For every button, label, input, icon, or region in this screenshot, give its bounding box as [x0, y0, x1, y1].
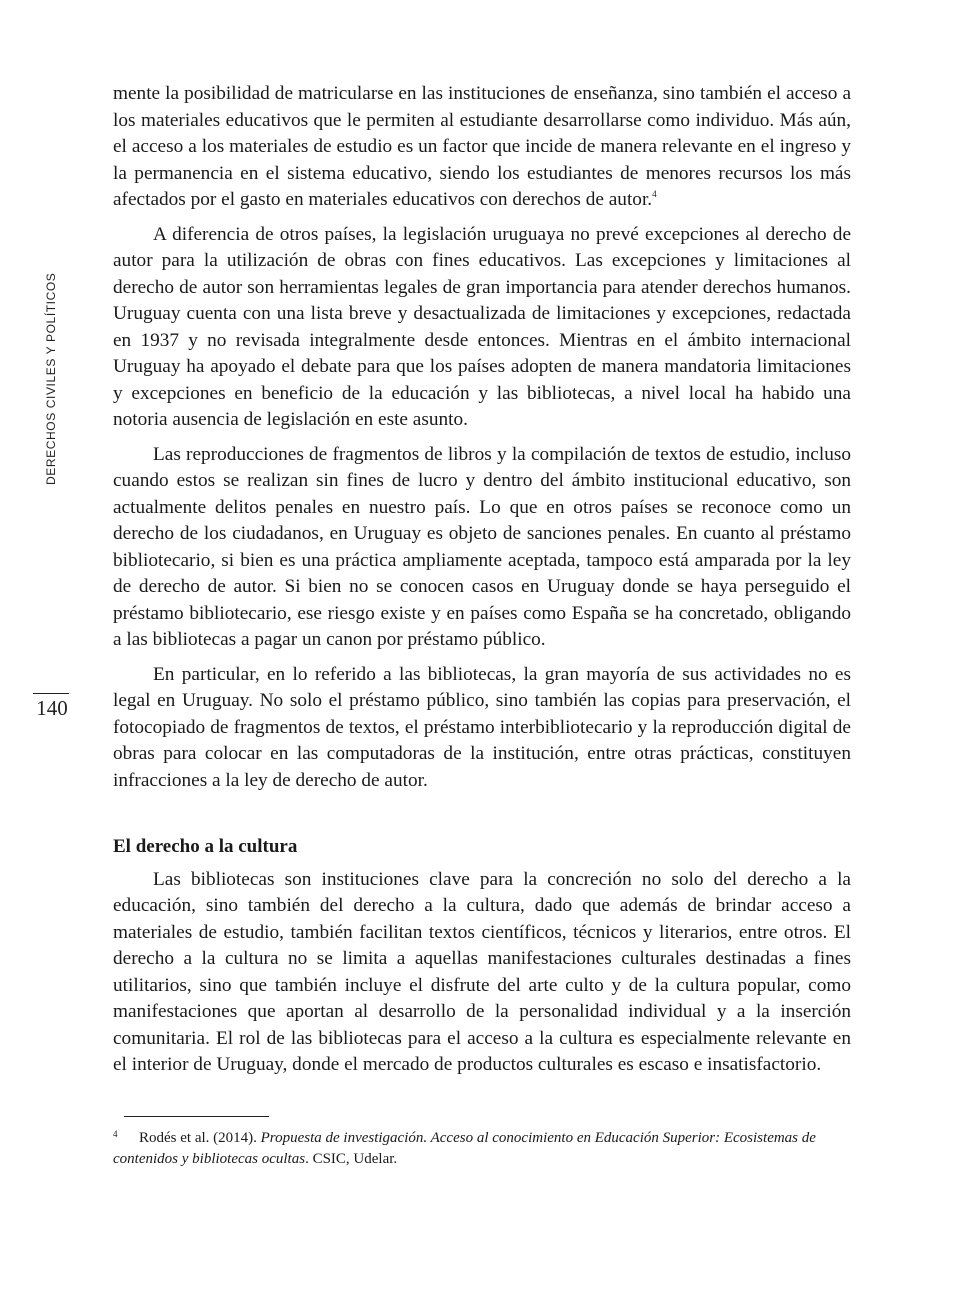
paragraph-2: A diferencia de otros países, la legislación uruguaya no prevé excepciones al derecho de autor para la utilización de obras con fines educativos. Las excepciones y limitaciones al derecho de autor son herramientas legales de gran importancia para atender derechos humanos. Uruguay cuenta con una lista breve y desactualizada de limitaciones y excepciones, redactada en 1937 y no revisada integralmente desde entonces. Mientras en el ámbito internacional Uruguay ha apoyado el debate para que los países adopten de manera mandatoria limitaciones y excepciones en beneficio de la educación y las bibliotecas, a nivel local ha habido una notoria ausencia de legislación en este asunto.: [113, 223, 851, 430]
footnote-authors: Rodés et al. (2014).: [139, 1130, 261, 1146]
section-paragraph-1: Las bibliotecas son instituciones clave para la concreción no solo del derecho a la educación, sino también del derecho a la cultura, dado que además de brindar acceso a materiales de estudio, también facilitan textos científicos, técnicos y literarios, entre otros. El derecho a la cultura no se limita a aquellas manifestaciones culturales destinadas a fines utilitarios, sino que también incluye el disfrute del arte culto y de la cultura popular, como manifestaciones que aportan al desarrollo de la personalidad individual y a la inserción comunitaria. El rol de las bibliotecas para el acceso a la cultura es especialmente relevante en el interior de Uruguay, donde el mercado de productos culturales es escaso e insatisfactorio.: [113, 868, 851, 1075]
paragraph-1-text: mente la posibilidad de matricularse en las instituciones de enseñanza, sino también el acceso a los materiales educativos que le permiten al estudiante desarrollarse como individuo. Más aún, el acceso a los materiales de estudio es un factor que incide de manera relevante en el ingreso y la permanencia en el sistema educativo, siendo los estudiantes de menores recursos los más afectados por el gasto en materiales educativos con derechos de autor.: [113, 83, 851, 210]
page-number: 140: [36, 696, 68, 720]
footnote-reference[interactable]: 4: [652, 189, 657, 199]
footnote-publisher: . CSIC, Udelar.: [305, 1151, 398, 1167]
paragraph-3: Las reproducciones de fragmentos de libros y la compilación de textos de estudio, incluso cuando estos se realizan sin fines de lucro y dentro del ámbito institucional educativo, son actualmente delitos penales en nuestro país. Lo que en otros países se reconoce como un derecho de los ciudadanos, en Uruguay es objeto de sanciones penales. En cuanto al préstamo bibliotecario, si bien es una práctica ampliamente aceptada, tampoco está amparada por la ley de derecho de autor. Si bien no se conocen casos en Uruguay donde se haya perseguido el préstamo bibliotecario, ese riesgo existe y en países como España se ha concretado, obligando a las bibliotecas a pagar un canon por préstamo público.: [113, 443, 851, 650]
paragraph-1: [113, 81, 851, 214]
footnote: [113, 1124, 851, 1170]
section-heading: El derecho a la cultura: [113, 836, 298, 857]
footnote-rule: [124, 1116, 269, 1117]
body-text: [113, 81, 851, 1087]
footnote-mark: 4: [113, 1129, 118, 1139]
paragraph-4: En particular, en lo referido a las bibliotecas, la gran mayoría de sus actividades no es legal en Uruguay. No solo el préstamo público, sino también las copias para preservación, el fotocopiado de fragmentos de textos, el préstamo interbibliotecario y la reproducción digital de obras para colocar en las computadoras de la institución, entre otras prácticas, constituyen infracciones a la ley de derecho de autor.: [113, 663, 851, 791]
running-head: DERECHOS CIVILES Y POLÍTICOS: [44, 272, 58, 485]
page-number-rule: [33, 693, 69, 694]
footnote-title: Propuesta de investigación. Acceso al conocimiento en Educación Superior: Ecosistemas de contenidos y bibliotecas ocultas: [113, 1130, 816, 1167]
